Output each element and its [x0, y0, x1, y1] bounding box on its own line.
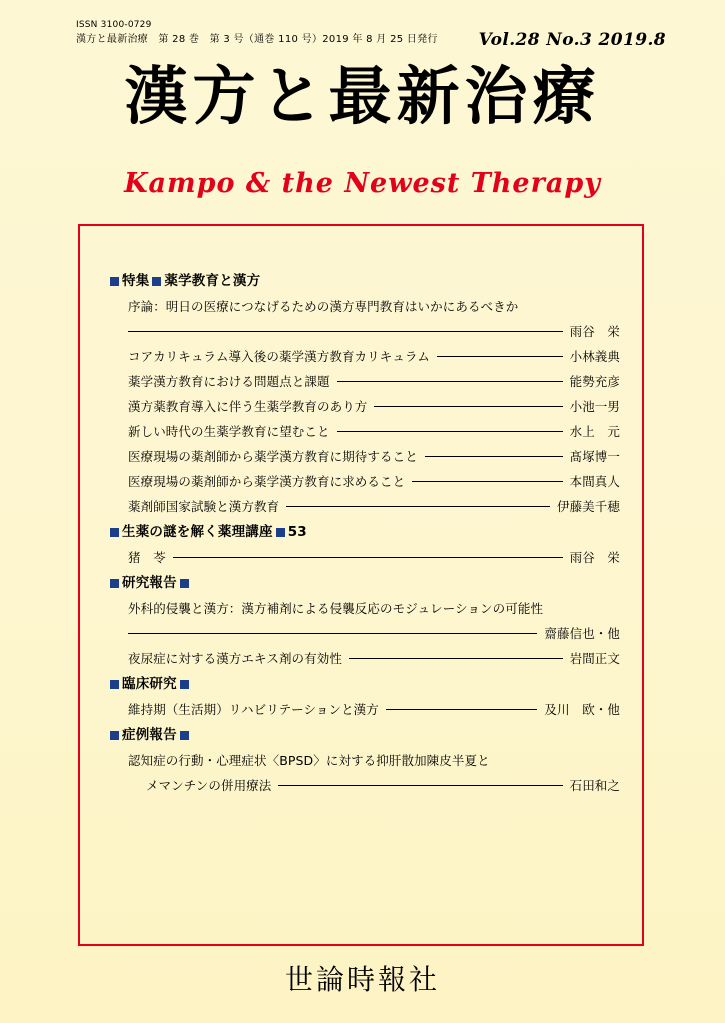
toc-entry[interactable] — [110, 419, 620, 444]
toc-entry[interactable] — [110, 444, 620, 469]
toc-entry-author: 髙塚博一 — [569, 449, 620, 464]
toc-section-heading — [110, 519, 620, 545]
toc-entry-title: 薬学漢方教育における問題点と課題 — [128, 374, 330, 389]
toc-entry[interactable] — [110, 344, 620, 369]
toc-entry[interactable] — [110, 697, 620, 722]
square-marker-icon — [180, 579, 189, 588]
toc-section-heading — [110, 722, 620, 748]
toc-section-title: 研究報告 — [122, 575, 177, 591]
toc-entry-author: 本間真人 — [569, 474, 620, 489]
toc-entry-author: 水上 元 — [569, 424, 620, 439]
toc-leader-line — [337, 380, 563, 382]
toc-leader-line — [128, 632, 537, 634]
toc-entry-author: 伊藤美千穂 — [556, 499, 620, 514]
toc-entry-title: コアカリキュラム導入後の薬学漢方教育カリキュラム — [128, 349, 431, 364]
toc-section-title: 生薬の謎を解く薬理講座 — [122, 524, 273, 540]
toc-entry-author: 齋藤信也・他 — [544, 626, 620, 641]
toc-entry-author: 石田和之 — [569, 778, 620, 793]
toc-entry-author: 雨谷 栄 — [569, 324, 620, 339]
toc-entry-title[interactable]: 外科的侵襲と漢方：漢方補剤による侵襲反応のモジュレーションの可能性 — [128, 601, 544, 616]
toc-section-subtitle: 薬学教育と漢方 — [164, 273, 261, 289]
toc-entry-author: 小林義典 — [569, 349, 620, 364]
square-marker-icon — [180, 731, 189, 740]
toc-section-subtitle: 53 — [287, 524, 307, 540]
toc-entry[interactable] — [110, 319, 620, 344]
square-marker-icon — [110, 731, 119, 740]
toc-entry[interactable] — [110, 545, 620, 570]
toc-entry-title[interactable]: 認知症の行動・心理症状〈BPSD〉に対する抑肝散加陳皮半夏と — [128, 753, 490, 768]
toc-entry-title: 維持期（生活期）リハビリテーションと漢方 — [128, 702, 379, 717]
toc-leader-line — [278, 784, 562, 786]
square-marker-icon — [276, 528, 285, 537]
toc-entry[interactable] — [110, 773, 620, 798]
toc-entry[interactable] — [110, 469, 620, 494]
toc-entry[interactable] — [110, 369, 620, 394]
toc-entry[interactable] — [110, 621, 620, 646]
toc-entry-title: 新しい時代の生薬学教育に望むこと — [128, 424, 330, 439]
toc-entry-author: 能勢充彦 — [569, 374, 620, 389]
toc-entry-author: 及川 欧・他 — [544, 702, 620, 717]
journal-title-english: Kampo & the Newest Therapy — [124, 168, 601, 199]
toc-leader-line — [425, 455, 563, 457]
toc-entry-title: 漢方薬教育導入に伴う生薬学教育のあり方 — [128, 399, 368, 414]
volume-number: Vol.28 No.3 2019.8 — [478, 30, 666, 50]
toc-leader-line — [337, 430, 563, 432]
toc-leader-line — [286, 505, 550, 507]
toc-leader-line — [412, 480, 562, 482]
toc-entry-title: 猪 苓 — [128, 550, 166, 565]
square-marker-icon — [110, 680, 119, 689]
journal-title-japanese: 漢方と最新治療 — [124, 59, 601, 133]
toc-entry-author: 小池一男 — [569, 399, 620, 414]
toc-entry[interactable] — [110, 494, 620, 519]
toc-section-title: 臨床研究 — [122, 676, 177, 692]
toc-entry-title: 薬剤師国家試験と漢方教育 — [128, 499, 280, 514]
issue-info: 漢方と最新治療 第 28 巻 第 3 号（通巻 110 号）2019 年 8 月 25 日発行 — [76, 34, 438, 45]
toc-section-heading — [110, 671, 620, 697]
square-marker-icon — [110, 579, 119, 588]
square-marker-icon — [110, 528, 119, 537]
toc-leader-line — [128, 330, 563, 332]
toc-entry-author: 雨谷 栄 — [569, 550, 620, 565]
toc-section-title: 症例報告 — [122, 727, 177, 743]
masthead-top — [76, 18, 666, 50]
toc-section-heading — [110, 570, 620, 596]
toc-leader-line — [173, 556, 563, 558]
toc-leader-line — [349, 657, 563, 659]
toc-entry-title: 医療現場の薬剤師から薬学漢方教育に求めること — [128, 474, 406, 489]
toc-leader-line — [386, 708, 538, 710]
toc-entry[interactable] — [110, 394, 620, 419]
toc-leader-line — [374, 405, 562, 407]
issn-text: ISSN 3100-0729 — [76, 20, 152, 30]
toc-entry-title[interactable]: 序論：明日の医療につなげるための漢方専門教育はいかにあるべきか — [128, 299, 519, 314]
square-marker-icon — [110, 277, 119, 286]
toc-entry-title: 夜尿症に対する漢方エキス剤の有効性 — [128, 651, 342, 666]
table-of-contents-box — [78, 224, 644, 946]
toc-entry-title: メマンチンの併用療法 — [146, 778, 272, 793]
table-of-contents — [110, 268, 620, 798]
toc-section-title: 特集 — [122, 273, 150, 289]
square-marker-icon — [180, 680, 189, 689]
square-marker-icon — [152, 277, 161, 286]
toc-section-heading — [110, 268, 620, 294]
publisher-name: 世論時報社 — [284, 963, 440, 996]
toc-entry-author: 岩間正文 — [569, 651, 620, 666]
toc-leader-line — [437, 355, 563, 357]
toc-entry-title: 医療現場の薬剤師から薬学漢方教育に期待すること — [128, 449, 418, 464]
toc-entry[interactable] — [110, 646, 620, 671]
